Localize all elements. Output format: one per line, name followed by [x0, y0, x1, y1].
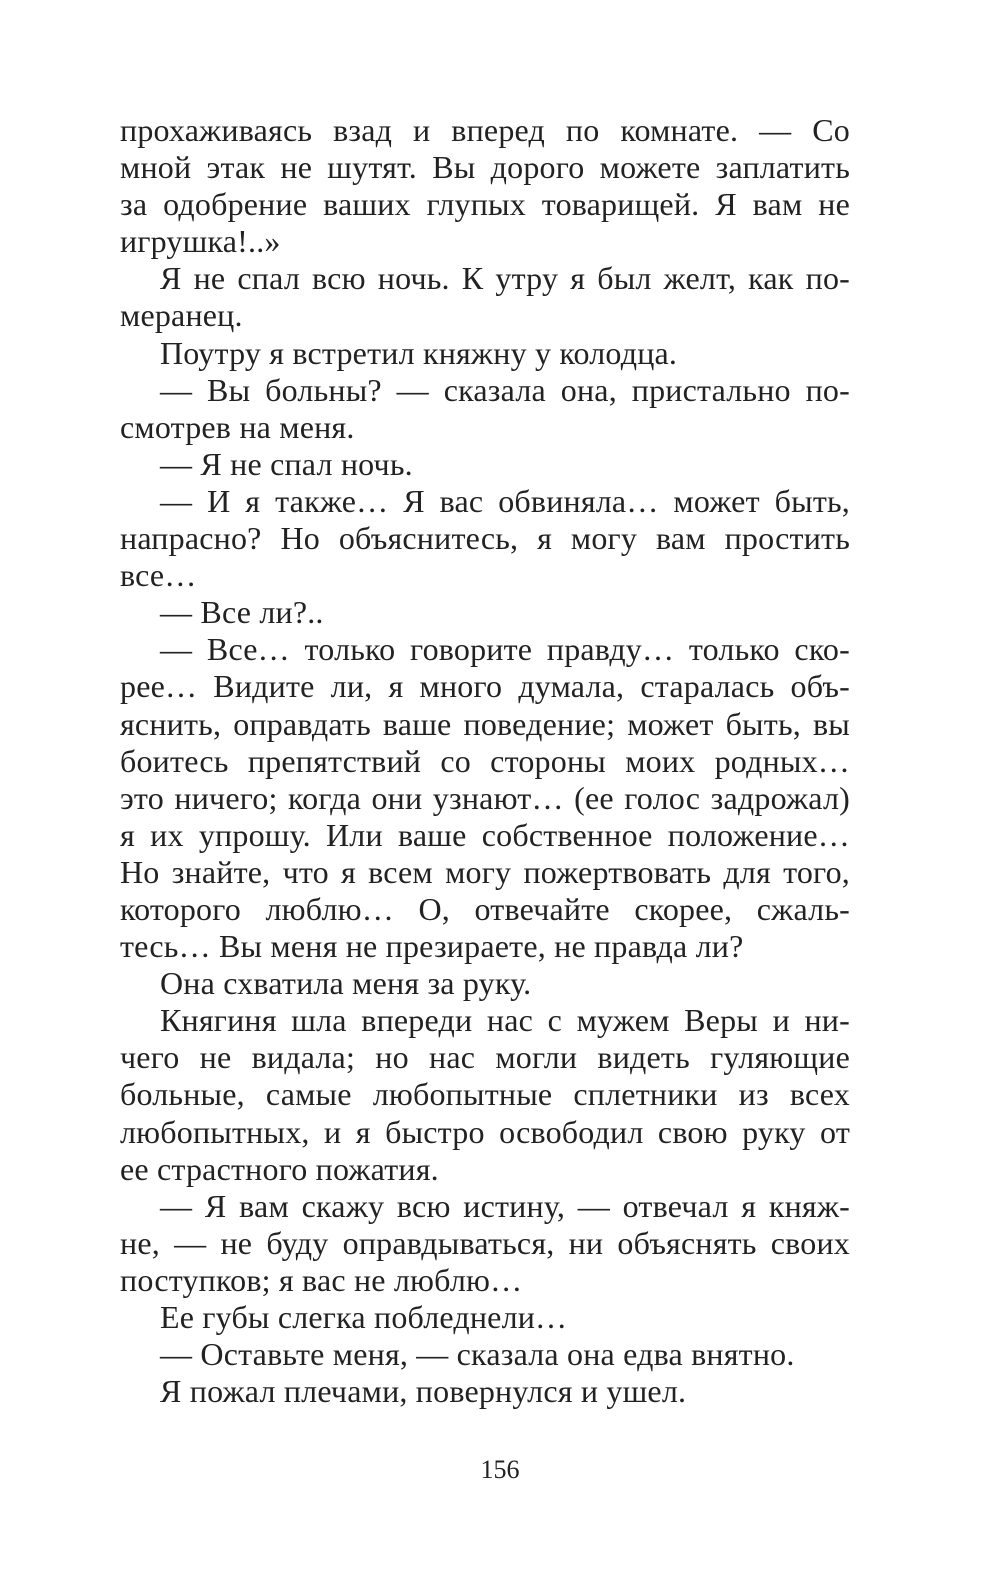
text-line: яснить, оправдать ваше поведение; может быть, вы [120, 705, 850, 742]
page-number: 156 [480, 1455, 520, 1484]
text-line: мной этак не шутят. Вы дорого можете заплатить [120, 149, 850, 186]
body-text [120, 112, 850, 1410]
text-line: смотрев на меня. [120, 408, 355, 445]
text-line: — Все… только говорите правду… только ско- [160, 631, 850, 668]
text-line: чего не видала; но нас могли видеть гуляющие [120, 1039, 850, 1076]
text-line: — И я также… Я вас обвиняла… может быть, [160, 482, 850, 519]
text-line: напрасно? Но объяснитесь, я могу вам простить [120, 520, 850, 557]
text-line: Я не спал всю ночь. К утру я был желт, как по- [160, 260, 850, 297]
text-line: — Вы больны? — сказала она, пристально по- [160, 371, 850, 408]
text-line: я их упрошу. Или ваше собственное положение… [120, 816, 850, 853]
text-line: прохаживаясь взад и вперед по комнате. — Со [120, 112, 850, 148]
text-line: Княгиня шла впереди нас с мужем Веры и ни- [160, 1002, 850, 1039]
text-line: Ее губы слегка побледнели… [160, 1299, 568, 1335]
text-line: поступков; я вас не люблю… [120, 1261, 523, 1298]
text-line: игрушка!..» [120, 223, 281, 260]
text-line: которого люблю… О, отвечайте скорее, сжаль- [120, 890, 850, 927]
text-line: Я пожал плечами, повернулся и ушел. [160, 1373, 687, 1410]
text-line: — Все ли?.. [160, 594, 324, 631]
text-line: Поутру я встретил княжну у колодца. [160, 334, 678, 371]
text-line: меранец. [120, 297, 243, 334]
text-line: боитесь препятствий со стороны моих родных… [120, 742, 850, 779]
text-line: тесь… Вы меня не презираете, не правда ли? [120, 928, 744, 965]
text-line: Она схватила меня за руку. [160, 965, 532, 1002]
text-line: все… [120, 557, 197, 594]
text-line: за одобрение ваших глупых товарищей. Я вам не [120, 186, 850, 223]
text-line: Но знайте, что я всем могу пожертвовать для того, [120, 853, 850, 890]
text-line: любопытных, и я быстро освободил свою руку от [120, 1113, 850, 1150]
text-line: не, — не буду оправдываться, ни объяснять своих [120, 1224, 850, 1261]
text-line: — Оставьте меня, — сказала она едва внятно. [160, 1336, 795, 1373]
text-line: — Я вам скажу всю истину, — отвечал я княж- [160, 1187, 850, 1224]
text-line: — Я не спал ночь. [160, 445, 413, 482]
text-line: больные, самые любопытные сплетники из всех [120, 1076, 850, 1113]
text-line: рее… Видите ли, я много думала, старалась объ- [120, 668, 850, 705]
text-line: ее страстного пожатия. [120, 1150, 439, 1187]
text-line: это ничего; когда они узнают… (ее голос задрожал) [120, 779, 850, 816]
